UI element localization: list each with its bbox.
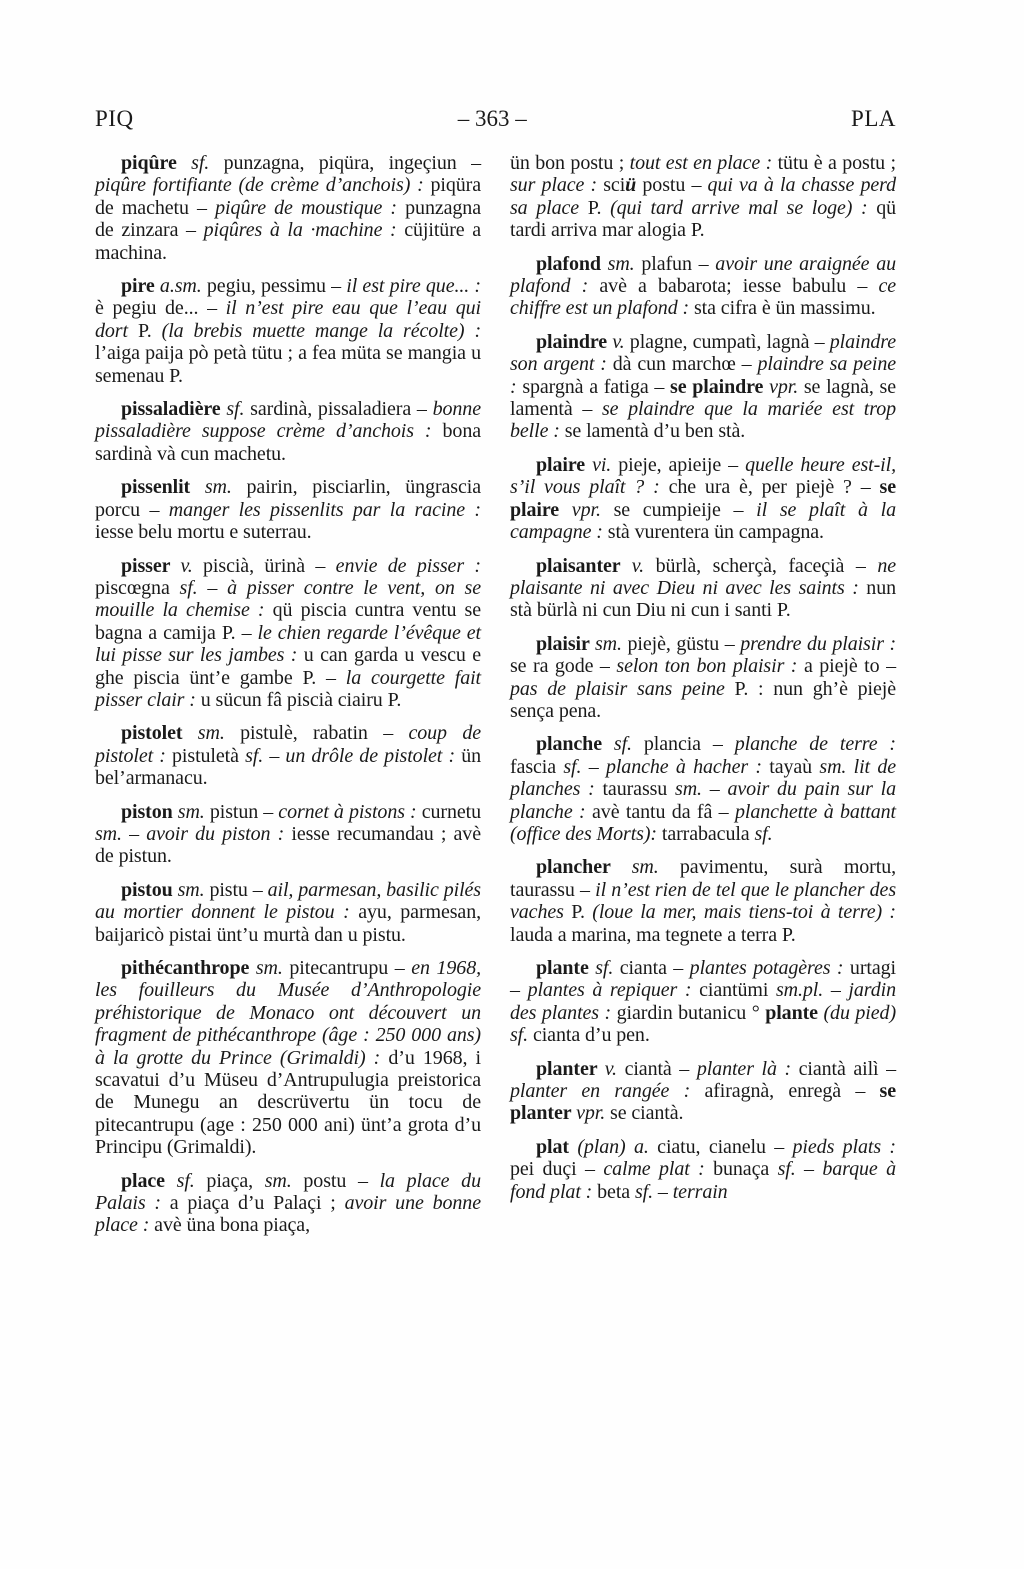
italic-text: il n’est rien de tel que le plancher des vaches <box>510 878 897 924</box>
italic-text: sf. <box>191 152 224 174</box>
plain-text: ciantümi <box>699 979 776 1002</box>
plain-text: – <box>830 979 849 1002</box>
plain-text: sci <box>603 174 626 197</box>
plain-text: – <box>657 1180 673 1203</box>
italic-text: (plan) a. <box>577 1135 658 1158</box>
italic-text: il est pire que... : <box>346 275 481 298</box>
headword: plaire <box>536 453 593 476</box>
plain-text: fascia <box>510 755 564 778</box>
plain-text: sta cifra è ün massimu. <box>693 297 876 320</box>
plain-text: avè üna bona piaça, <box>154 1214 310 1237</box>
italic-text: bonne pissaladière suppose crème d’anchois : <box>95 398 481 443</box>
plain-text: a piaça d’u Palaçi ; <box>169 1192 345 1215</box>
plain-text: ün bel’armanacu. <box>95 744 482 790</box>
plain-text: P. <box>571 901 593 924</box>
plain-text: bona sardinà và cun machetu. <box>95 420 481 465</box>
italic-text: sm. lit de planches : <box>510 755 897 801</box>
running-head <box>95 106 896 132</box>
italic-text: sm. <box>95 822 130 845</box>
plain-text: se lamentà d’u ben stà. <box>564 420 746 443</box>
plain-text: ayu, parmesan, baijaricò pistai ünt’u murtà dan u pistu. <box>95 901 482 946</box>
plain-text: punzagna de zinzara – <box>95 196 481 242</box>
italic-text: sur place : <box>510 174 604 197</box>
italic-text: planter en rangée : <box>510 1080 705 1103</box>
entry-continuation <box>510 152 896 242</box>
italic-text: sm. <box>264 1169 304 1192</box>
italic-text: planche à hacher : <box>605 755 770 778</box>
headword: se planter <box>510 1080 896 1125</box>
italic-text: vpr. <box>769 375 804 398</box>
dictionary-entry <box>95 957 481 1159</box>
italic-text: piqûres à la ·machine : <box>203 219 405 242</box>
italic-text: coup de pistolet : <box>95 722 481 767</box>
headword: planter <box>536 1057 605 1080</box>
plain-text: pistuletà <box>172 744 246 767</box>
italic-text: pas de plaisir sans peine <box>510 677 735 700</box>
plain-text: lauda a marina, ma tegnete a terra P. <box>510 923 796 946</box>
plain-text: pegiu, pessimu – <box>206 275 347 298</box>
headword: se plaire <box>510 476 896 521</box>
dictionary-entry <box>510 733 896 845</box>
italic-text: sm. <box>675 778 710 801</box>
plain-text: qü piscia cuntra ventu se bagna a camija P. – <box>95 599 481 644</box>
plain-text: ün bon postu ; <box>510 152 630 174</box>
plain-text: afiragnà, enregà – <box>704 1080 880 1103</box>
dictionary-entry <box>95 555 481 712</box>
plain-text: postu – <box>303 1169 380 1192</box>
plain-text: se lagnà, se lamentà – <box>510 375 896 421</box>
headword: piston <box>121 800 178 823</box>
italic-text: à pisser contre le vent, on se mouille la chemise : <box>95 576 481 622</box>
italic-text: barque à fond plat : <box>510 1158 896 1203</box>
plain-text: tarrabacula <box>661 822 755 845</box>
italic-text: se plaindre que la mariée est trop belle : <box>510 398 897 443</box>
italic-text: planchette à battant (office des Morts): <box>510 800 896 845</box>
headword: place <box>121 1169 177 1192</box>
plain-text: giardin butanicu ° <box>616 1001 766 1024</box>
italic-text: avoir du piston : <box>146 822 292 845</box>
italic-text: sf. <box>245 744 270 767</box>
plain-text: se ra gode – <box>510 655 617 678</box>
right-guideword: PLA <box>851 106 896 131</box>
plain-text: cianta d’u pen. <box>532 1024 650 1047</box>
dictionary-entry <box>510 957 896 1047</box>
plain-text: spargnà a fatiga – <box>522 375 671 398</box>
italic-text: la place du Palais : <box>95 1169 481 1215</box>
plain-text: avè a babarota; iesse babulu – <box>599 275 879 298</box>
headword: plancher <box>536 856 632 879</box>
plain-text: punzagna, piqüra, ingeçiun – <box>223 152 481 174</box>
headword: plat <box>536 1135 578 1158</box>
italic-text: sm. <box>177 878 210 901</box>
italic-text: avoir une araignée au plafond : <box>510 252 896 298</box>
plain-text: – <box>709 778 728 801</box>
plain-text: pistu – <box>209 878 268 901</box>
dictionary-entry <box>95 801 481 868</box>
plain-text: ciantà – <box>624 1057 697 1080</box>
plain-text: pistun – <box>209 800 279 823</box>
plain-text: piscœgna <box>95 576 180 599</box>
plain-text: stà vurentera ün campagna. <box>607 521 824 544</box>
headword: plaindre <box>536 330 613 353</box>
italic-text: cornet à pistons : <box>278 800 422 823</box>
dictionary-entry <box>95 398 481 465</box>
plain-text: pairin, pisciarlin, üngrascia porcu – <box>95 476 482 521</box>
headword: pisser <box>121 554 181 577</box>
italic-text: avoir une bonne place : <box>95 1192 481 1237</box>
dictionary-entry <box>95 1170 481 1237</box>
italic-text: planter là : <box>696 1057 799 1080</box>
italic-text: envie de pisser : <box>335 554 481 577</box>
italic-text: piqûre de moustique : <box>215 196 406 219</box>
italic-text: ail, parmesan, basilic pilés au mortier donnent le pistou : <box>95 878 481 924</box>
plain-text: curnetu <box>421 800 482 823</box>
italic-text: vi. <box>592 453 619 476</box>
headword: pistolet <box>121 722 198 745</box>
italic-text: jardin des plantes : <box>510 979 896 1024</box>
headword: pire <box>121 275 160 298</box>
italic-text: sf. <box>563 755 589 778</box>
italic-text: qui va à la chasse perd sa place <box>510 174 896 219</box>
plain-text: qü tardi arriva mar alogia P. <box>510 196 897 242</box>
italic-text: calme plat : <box>603 1158 714 1181</box>
plain-text: P. <box>587 196 611 219</box>
bold-italic-text: ü <box>625 174 637 197</box>
italic-text: plaindre sa peine : <box>510 353 896 398</box>
italic-text: sm. <box>594 632 628 655</box>
italic-text: sf. <box>179 576 208 599</box>
plain-text: che ura è, per piejè ? – <box>668 476 880 499</box>
plain-text: d’u 1968, i scavatui d’u Müseu d’Antrupulugia preistorica de Munegu an descrüvertu ün tocu de pitecantrupu (age : 250 000 ani) ünt’a grota d’u Principu (Grimaldi). <box>95 1046 481 1159</box>
headword: pistou <box>121 878 178 901</box>
italic-text: v. <box>631 554 656 577</box>
plain-text: – <box>804 1158 823 1181</box>
italic-text: sf. <box>613 733 644 756</box>
italic-text: sf. <box>777 1158 805 1181</box>
italic-text: plantes à repiquer : <box>527 979 700 1002</box>
italic-text: terrain <box>672 1180 728 1203</box>
italic-text: un drôle de pistolet : <box>285 744 462 767</box>
italic-text: plantes potagères : <box>689 957 850 979</box>
italic-text: piqûre fortifiante (de crème d’anchois) : <box>95 174 431 197</box>
plain-text: nun stà bürlà ni cun Diu ni cun i santi P. <box>510 576 896 622</box>
plain-text: a piejè to – <box>803 655 896 678</box>
italic-text: sf. <box>754 822 773 845</box>
plain-text: piscià, ürinà – <box>203 554 336 577</box>
italic-text: la courgette fait pisser clair : <box>95 666 482 711</box>
plain-text: piejè, güstu – <box>627 632 741 655</box>
italic-text: plaindre son argent : <box>510 330 897 376</box>
page-number: – 363 – <box>457 106 527 131</box>
plain-text: sardinà, pissaladiera – <box>250 398 433 421</box>
headword: planche <box>536 733 614 756</box>
italic-text: prendre du plaisir : <box>740 632 897 655</box>
plain-text: pitecantrupu – <box>289 957 412 979</box>
headword: plante <box>536 957 596 979</box>
dictionary-entry <box>510 633 896 723</box>
italic-text: (loue la mer, mais tiens-toi à terre) : <box>592 901 896 924</box>
plain-text: iesse recumandau ; avè de pistun. <box>95 822 481 868</box>
headword: se plaindre <box>670 375 770 398</box>
plain-text: bürlà, scherçà, faceçià – <box>655 554 878 577</box>
plain-text: beta <box>597 1180 635 1203</box>
headword: piqûre <box>121 152 192 174</box>
text-columns <box>95 152 896 1248</box>
italic-text: en 1968, les fouilleurs du Musée d’Anthropologie préhistorique de Monaco ont découvert un fragment de pithécanthrope (âge : 250 000 ans) à la grotte du Prince (Grimaldi) : <box>95 957 482 1069</box>
headword: pissaladière <box>121 398 227 421</box>
italic-text: il se plaît à la campagne : <box>510 498 896 544</box>
italic-text: (la brebis muette mange la récolte) : <box>161 319 482 342</box>
plain-text: taurassu <box>602 778 676 801</box>
italic-text: sm. <box>177 800 210 823</box>
italic-text: pieds plats : <box>792 1135 896 1158</box>
plain-text: u can garda u vescu e ghe piscia ünt’e gambe P. – <box>95 644 481 689</box>
plain-text: cianta – <box>619 957 690 979</box>
plain-text: l’aiga paija pò petà tütu ; a fea müta se mangia u semenau P. <box>95 342 481 387</box>
dictionary-entry <box>510 555 896 622</box>
plain-text: pieje, apieije – <box>618 453 746 476</box>
dictionary-entry <box>95 476 481 543</box>
plain-text: cüjitüre a machina. <box>95 219 481 264</box>
headword: pithécanthrope <box>121 957 256 979</box>
headword: plaisanter <box>536 554 632 577</box>
dictionary-entry <box>510 331 896 443</box>
italic-text: v. <box>612 330 630 353</box>
plain-text: pavimentu, surà mortu, taurassu – <box>510 856 896 901</box>
italic-text: quelle heure est-il, s’il vous plaît ? : <box>510 453 897 499</box>
italic-text: sm. <box>204 476 247 499</box>
plain-text: pistulè, rabatin – <box>240 722 409 745</box>
plain-text: avè tantu da fâ – <box>592 800 735 823</box>
italic-text: sf. <box>226 398 251 421</box>
plain-text: pei duçi – <box>510 1158 604 1181</box>
italic-text: sm. <box>607 252 642 275</box>
italic-text: a.sm. <box>159 275 207 298</box>
plain-text: P. <box>137 319 162 342</box>
plain-text: tayaù <box>769 755 820 778</box>
italic-text: vpr. <box>571 498 614 521</box>
plain-text: se cumpieije – <box>613 498 757 521</box>
plain-text: è pegiu de... – <box>95 297 226 320</box>
italic-text: ne plaisante ni avec Dieu ni avec les saints : <box>510 554 897 599</box>
italic-text: il n’est pire eau que l’eau qui dort <box>95 297 481 342</box>
plain-text: – <box>129 822 147 845</box>
plain-text: iesse belu mortu e suterrau. <box>95 521 312 544</box>
plain-text: plagne, cumpatì, lagnà – <box>629 330 830 353</box>
italic-text: sm. <box>631 856 680 879</box>
italic-text: planche de terre : <box>734 733 896 756</box>
italic-text: sf. <box>634 1180 658 1203</box>
plain-text: u sücun fâ piscià ciairu P. <box>200 688 402 711</box>
plain-text: postu – <box>636 174 708 197</box>
plain-text: tütu è a postu ; <box>777 152 896 174</box>
plain-text: se ciantà. <box>610 1102 684 1125</box>
headword: plaisir <box>536 632 595 655</box>
italic-text: (qui tard arrive mal se loge) : <box>610 196 877 219</box>
plain-text: dà cun marchœ – <box>612 353 758 376</box>
italic-text: selon ton bon plaisir : <box>616 655 804 678</box>
italic-text: sm. <box>197 722 241 745</box>
plain-text: urtagi – <box>510 957 896 1002</box>
dictionary-entry <box>95 275 481 387</box>
dictionary-entry <box>95 152 481 264</box>
headword: pissenlit <box>121 476 205 499</box>
plain-text: ciatu, cianelu – <box>657 1135 793 1158</box>
italic-text: sm.pl. <box>775 979 831 1002</box>
plain-text: plancia – <box>643 733 735 756</box>
dictionary-entry <box>510 454 896 544</box>
plain-text: bunaça <box>713 1158 778 1181</box>
plain-text: – <box>207 576 228 599</box>
right-column <box>510 152 896 1248</box>
italic-text: (du pied) sf. <box>510 1001 897 1047</box>
italic-text: le chien regarde l’évêque et lui pisse sur les jambes : <box>95 621 481 667</box>
plain-text: plafun – <box>641 252 716 275</box>
dictionary-entry <box>95 879 481 946</box>
plain-text: piaça, <box>206 1169 265 1192</box>
dictionary-entry <box>510 253 896 320</box>
italic-text: sm. <box>255 957 290 979</box>
italic-text: ce chiffre est un plafond : <box>510 275 897 320</box>
plain-text: ciantà ailì – <box>798 1057 896 1080</box>
italic-text: sf. <box>176 1169 207 1192</box>
italic-text: v. <box>604 1057 625 1080</box>
italic-text: avoir du pain sur la planche : <box>510 778 896 823</box>
plain-text: – <box>269 744 286 767</box>
dictionary-entry <box>510 1136 896 1203</box>
dictionary-entry <box>95 722 481 789</box>
italic-text: sf. <box>595 957 620 979</box>
dictionary-entry <box>510 1058 896 1125</box>
italic-text: vpr. <box>576 1102 611 1125</box>
headword: plante <box>765 1001 824 1024</box>
italic-text: tout est en place : <box>629 152 778 174</box>
left-guideword: PIQ <box>95 106 134 131</box>
headword: plafond <box>536 252 608 275</box>
italic-text: v. <box>180 554 204 577</box>
left-column <box>95 152 481 1248</box>
plain-text: piqüra de machetu – <box>95 174 481 219</box>
italic-text: manger les pissenlits par la racine : <box>168 498 481 521</box>
plain-text: – <box>588 755 606 778</box>
dictionary-entry <box>510 856 896 946</box>
plain-text: P. : nun gh’è piejè sença pena. <box>510 677 897 722</box>
